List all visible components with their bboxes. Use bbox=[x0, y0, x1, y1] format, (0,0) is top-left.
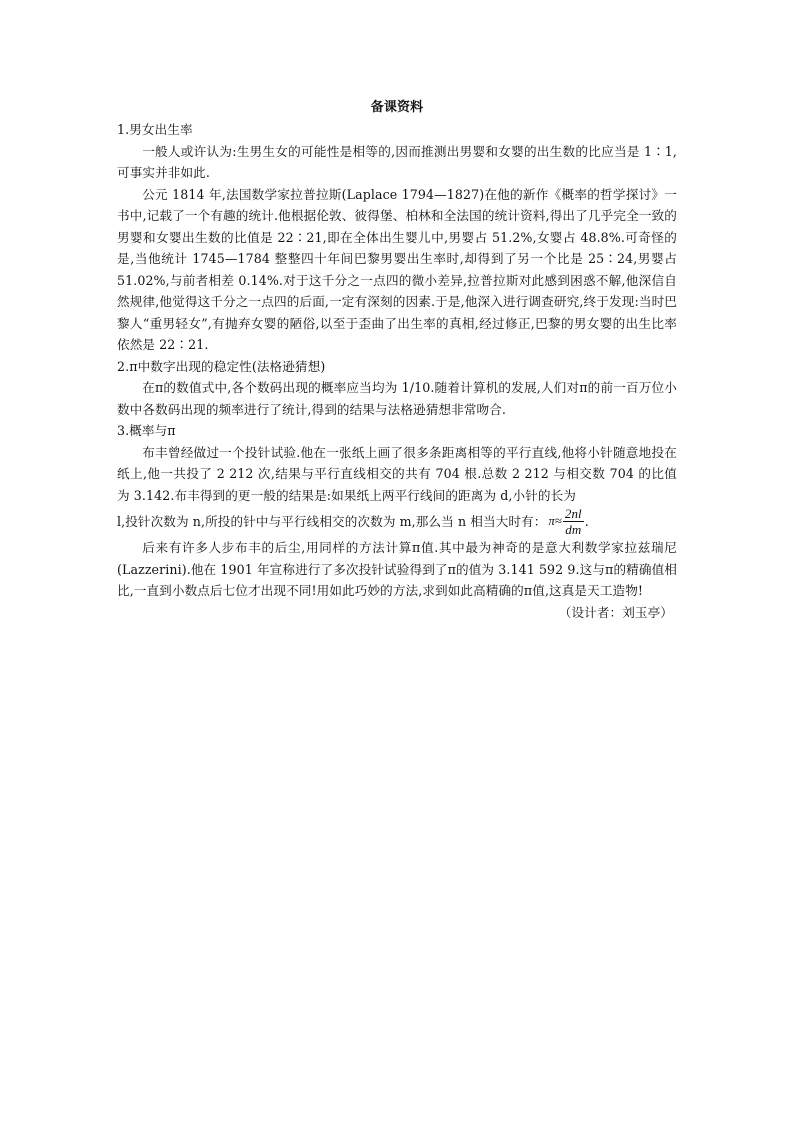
page-title: 备课资料 bbox=[370, 100, 424, 115]
formula-end: . bbox=[584, 513, 589, 529]
formula-denominator: dm bbox=[565, 522, 582, 537]
paragraph: 在π的数值式中,各个数码出现的概率应当均为 1/10.随着计算机的发展,人们对π的前一百万位小数中各数码出现的频率进行了统计,得到的结果与法格逊猜想非常吻合. bbox=[117, 380, 677, 417]
document-page bbox=[117, 96, 677, 623]
section-heading-birth-rate: 1.男女出生率 bbox=[117, 122, 193, 137]
formula-line bbox=[117, 506, 677, 537]
formula-fraction bbox=[563, 506, 584, 537]
section-heading-pi-digits: 2.π中数字出现的稳定性(法格逊猜想) bbox=[117, 358, 326, 374]
paragraph: 后来有许多人步布丰的后尘,用同样的方法计算π值.其中最为神奇的是意大利数学家拉兹瑞尼(Lazzerini).他在 1901 年宣称进行了多次投针试验得到了π的值为 3.141 592 9.这与π的精确值相比,一直到小数点后七位才出现不同!用如此巧妙的方法,求到如此高精确的π值,这真是天工造物! bbox=[117, 540, 677, 598]
author-signature: （设计者：刘玉亭） bbox=[558, 604, 673, 620]
paragraph: 公元 1814 年,法国数学家拉普拉斯(Laplace 1794—1827)在他的新作《概率的哲学探讨》一书中,记载了一个有趣的统计.他根据伦敦、彼得堡、柏林和全法国的统计资料,得出了几乎完全一致的男婴和女婴出生数的比值是 22∶21,即在全体出生婴儿中,男婴占 51.2%,女婴占 48.8%.可奇怪的是,当他统计 1745—1784 整整四十年间巴黎男婴出生率时,却得到了另一个比是 25∶24,男婴占 51.02%,与前者相差 0.14%.对于这千分之一点四的微小差异,拉普拉斯对此感到困惑不解,他深信自然规律,他觉得这千分之一点四的后面,一定有深刻的因素.于是,他深入进行调查研究,终于发现:当时巴黎人“重男轻女”,有抛弃女婴的陋俗,以至于歪曲了出生率的真相,经过修正,巴黎的男女婴的出生比率依然是 22∶21. bbox=[117, 186, 677, 352]
paragraph: 一般人或许认为:生男生女的可能性是相等的,因而推测出男婴和女婴的出生数的比应当是 1∶1,可事实并非如此. bbox=[117, 143, 677, 180]
formula-numerator: 2nl bbox=[564, 506, 582, 521]
formula-line-text: l,投针次数为 n,所投的针中与平行线相交的次数为 m,那么当 n 相当大时有： bbox=[117, 513, 547, 529]
buffon-formula bbox=[548, 506, 588, 537]
section-heading-probability-pi: 3.概率与π bbox=[117, 423, 176, 438]
formula-lhs: π≈ bbox=[548, 513, 562, 528]
paragraph: 布丰曾经做过一个投针试验.他在一张纸上画了很多条距离相等的平行直线,他将小针随意地投在纸上,他一共投了 2 212 次,结果与平行直线相交的共有 704 根.总数 2 212 与相交数 704 的比值为 3.142.布丰得到的更一般的结果是:如果纸上两平行线间的距离为 d,小针的长为 bbox=[117, 444, 677, 503]
